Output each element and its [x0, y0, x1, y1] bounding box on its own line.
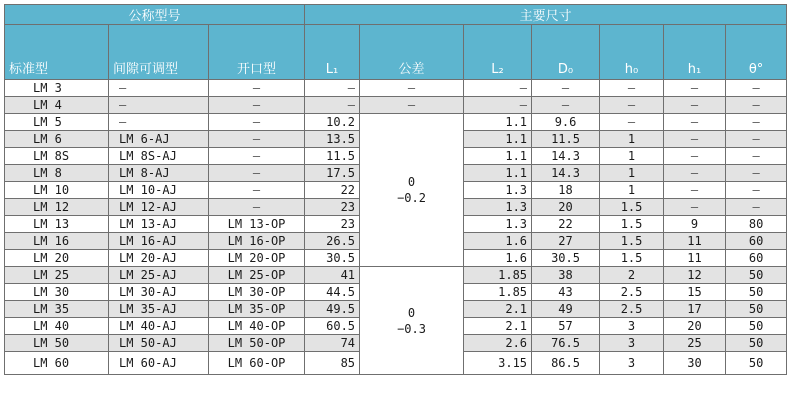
cell-std: LM 35 — [5, 301, 109, 318]
cell-L2: 1.85 — [464, 267, 532, 284]
cell-theta: 60 — [726, 250, 787, 267]
cell-theta: — — [726, 80, 787, 97]
header-main-dimensions: 主要尺寸 — [305, 5, 787, 25]
cell-L1: 10.2 — [305, 114, 360, 131]
cell-L2: 2.1 — [464, 318, 532, 335]
cell-L2: 1.1 — [464, 148, 532, 165]
cell-h1: — — [664, 165, 726, 182]
cell-L1: 41 — [305, 267, 360, 284]
spec-table — [4, 4, 787, 375]
cell-L1: 13.5 — [305, 131, 360, 148]
cell-L1: 11.5 — [305, 148, 360, 165]
cell-L1: — — [305, 97, 360, 114]
cell-theta: — — [726, 131, 787, 148]
cell-std: LM 25 — [5, 267, 109, 284]
table-body — [5, 80, 787, 375]
cell-L2: 1.6 — [464, 233, 532, 250]
cell-L1: 49.5 — [305, 301, 360, 318]
cell-theta: — — [726, 165, 787, 182]
cell-h0: 1.5 — [600, 233, 664, 250]
cell-std: LM 6 — [5, 131, 109, 148]
cell-L1: 30.5 — [305, 250, 360, 267]
cell-L1: 23 — [305, 216, 360, 233]
cell-L1: 26.5 — [305, 233, 360, 250]
cell-theta: 50 — [726, 284, 787, 301]
cell-h0: 2.5 — [600, 284, 664, 301]
table-row — [5, 80, 787, 97]
cell-theta: 50 — [726, 318, 787, 335]
tolerance-upper: 0 — [407, 305, 416, 320]
cell-adj: LM 13-AJ — [109, 216, 209, 233]
col-h1: h₁ — [664, 25, 726, 80]
cell-std: LM 50 — [5, 335, 109, 352]
cell-h0: 1.5 — [600, 216, 664, 233]
cell-h0: 1 — [600, 131, 664, 148]
cell-open: LM 13-OP — [209, 216, 305, 233]
cell-h1: 20 — [664, 318, 726, 335]
cell-D0: 14.3 — [532, 165, 600, 182]
cell-L1: 60.5 — [305, 318, 360, 335]
cell-adj: — — [109, 97, 209, 114]
cell-L2: 1.6 — [464, 250, 532, 267]
cell-open: LM 20-OP — [209, 250, 305, 267]
cell-h1: — — [664, 80, 726, 97]
cell-std: LM 16 — [5, 233, 109, 250]
cell-D0: 22 — [532, 216, 600, 233]
cell-theta: 80 — [726, 216, 787, 233]
cell-h0: 3 — [600, 335, 664, 352]
cell-h0: — — [600, 80, 664, 97]
cell-L1: 74 — [305, 335, 360, 352]
cell-L2: 2.1 — [464, 301, 532, 318]
cell-L2: 1.3 — [464, 216, 532, 233]
cell-open: LM 35-OP — [209, 301, 305, 318]
cell-L2: — — [464, 80, 532, 97]
cell-L1: 22 — [305, 182, 360, 199]
cell-h1: — — [664, 148, 726, 165]
cell-D0: 86.5 — [532, 352, 600, 375]
cell-std: LM 8S — [5, 148, 109, 165]
cell-L2: 1.85 — [464, 284, 532, 301]
cell-D0: 49 — [532, 301, 600, 318]
cell-h0: 1.5 — [600, 199, 664, 216]
cell-h1: 12 — [664, 267, 726, 284]
cell-adj: LM 35-AJ — [109, 301, 209, 318]
cell-h1: 15 — [664, 284, 726, 301]
cell-D0: 14.3 — [532, 148, 600, 165]
cell-std: LM 4 — [5, 97, 109, 114]
cell-std: LM 8 — [5, 165, 109, 182]
cell-h1: — — [664, 114, 726, 131]
cell-std: LM 13 — [5, 216, 109, 233]
cell-D0: 30.5 — [532, 250, 600, 267]
col-L1: L₁ — [305, 25, 360, 80]
cell-L1: 85 — [305, 352, 360, 375]
cell-theta: — — [726, 97, 787, 114]
cell-std: LM 10 — [5, 182, 109, 199]
cell-open: — — [209, 148, 305, 165]
cell-adj: LM 8S-AJ — [109, 148, 209, 165]
cell-h0: — — [600, 114, 664, 131]
cell-adj: LM 20-AJ — [109, 250, 209, 267]
cell-h1: — — [664, 97, 726, 114]
col-theta: θ° — [726, 25, 787, 80]
cell-L2: 1.3 — [464, 199, 532, 216]
cell-D0: — — [532, 80, 600, 97]
cell-std: LM 60 — [5, 352, 109, 375]
cell-D0: 43 — [532, 284, 600, 301]
cell-adj: — — [109, 80, 209, 97]
cell-h0: 1 — [600, 165, 664, 182]
cell-h1: — — [664, 131, 726, 148]
cell-L2: — — [464, 97, 532, 114]
cell-std: LM 5 — [5, 114, 109, 131]
col-D0: D₀ — [532, 25, 600, 80]
cell-open: LM 60-OP — [209, 352, 305, 375]
cell-D0: — — [532, 97, 600, 114]
cell-L2: 1.1 — [464, 114, 532, 131]
cell-adj: LM 8-AJ — [109, 165, 209, 182]
col-L2: L₂ — [464, 25, 532, 80]
cell-h1: 11 — [664, 250, 726, 267]
cell-h1: 25 — [664, 335, 726, 352]
cell-open: LM 16-OP — [209, 233, 305, 250]
cell-h1: 17 — [664, 301, 726, 318]
table-row — [5, 267, 787, 284]
cell-L2: 3.15 — [464, 352, 532, 375]
cell-D0: 57 — [532, 318, 600, 335]
col-open: 开口型 — [209, 25, 305, 80]
cell-adj: LM 60-AJ — [109, 352, 209, 375]
tolerance-cell: — — [360, 80, 464, 97]
cell-adj: LM 25-AJ — [109, 267, 209, 284]
cell-L2: 1.1 — [464, 131, 532, 148]
cell-theta: 50 — [726, 301, 787, 318]
cell-open: LM 40-OP — [209, 318, 305, 335]
cell-open: LM 25-OP — [209, 267, 305, 284]
cell-h1: — — [664, 199, 726, 216]
cell-open: — — [209, 165, 305, 182]
header-nominal-model: 公称型号 — [5, 5, 305, 25]
cell-h0: 1.5 — [600, 250, 664, 267]
cell-h0: 3 — [600, 352, 664, 375]
cell-L2: 2.6 — [464, 335, 532, 352]
cell-h0: — — [600, 97, 664, 114]
tolerance-cell — [360, 114, 464, 267]
cell-open: LM 30-OP — [209, 284, 305, 301]
cell-open: — — [209, 131, 305, 148]
cell-theta: — — [726, 148, 787, 165]
cell-h0: 2.5 — [600, 301, 664, 318]
cell-h0: 2 — [600, 267, 664, 284]
cell-theta: 50 — [726, 352, 787, 375]
cell-D0: 11.5 — [532, 131, 600, 148]
col-adjustable: 间隙可调型 — [109, 25, 209, 80]
col-h0: h₀ — [600, 25, 664, 80]
cell-std: LM 12 — [5, 199, 109, 216]
cell-L1: — — [305, 80, 360, 97]
cell-theta: — — [726, 182, 787, 199]
table-row — [5, 114, 787, 131]
cell-adj: — — [109, 114, 209, 131]
tolerance-cell — [360, 267, 464, 375]
cell-h1: 11 — [664, 233, 726, 250]
cell-open: — — [209, 182, 305, 199]
cell-open: — — [209, 199, 305, 216]
cell-adj: LM 50-AJ — [109, 335, 209, 352]
cell-L1: 44.5 — [305, 284, 360, 301]
cell-theta: — — [726, 114, 787, 131]
cell-adj: LM 30-AJ — [109, 284, 209, 301]
cell-L2: 1.3 — [464, 182, 532, 199]
cell-L1: 17.5 — [305, 165, 360, 182]
cell-theta: 50 — [726, 335, 787, 352]
cell-adj: LM 10-AJ — [109, 182, 209, 199]
tolerance-cell: — — [360, 97, 464, 114]
tolerance-upper: 0 — [407, 175, 416, 189]
cell-D0: 18 — [532, 182, 600, 199]
cell-open: — — [209, 97, 305, 114]
cell-open: — — [209, 114, 305, 131]
cell-h1: 30 — [664, 352, 726, 375]
cell-std: LM 20 — [5, 250, 109, 267]
cell-adj: LM 16-AJ — [109, 233, 209, 250]
cell-L1: 23 — [305, 199, 360, 216]
tolerance-lower: −0.2 — [397, 191, 426, 205]
cell-D0: 76.5 — [532, 335, 600, 352]
cell-adj: LM 12-AJ — [109, 199, 209, 216]
cell-D0: 9.6 — [532, 114, 600, 131]
cell-h0: 3 — [600, 318, 664, 335]
cell-std: LM 40 — [5, 318, 109, 335]
cell-L2: 1.1 — [464, 165, 532, 182]
col-tolerance: 公差 — [360, 25, 464, 80]
cell-D0: 20 — [532, 199, 600, 216]
cell-std: LM 3 — [5, 80, 109, 97]
cell-adj: LM 6-AJ — [109, 131, 209, 148]
cell-D0: 27 — [532, 233, 600, 250]
cell-h0: 1 — [600, 148, 664, 165]
cell-h1: 9 — [664, 216, 726, 233]
cell-adj: LM 40-AJ — [109, 318, 209, 335]
col-standard: 标准型 — [5, 25, 109, 80]
cell-open: — — [209, 80, 305, 97]
cell-open: LM 50-OP — [209, 335, 305, 352]
cell-std: LM 30 — [5, 284, 109, 301]
cell-theta: 50 — [726, 267, 787, 284]
tolerance-lower: −0.3 — [397, 321, 426, 336]
cell-h1: — — [664, 182, 726, 199]
cell-D0: 38 — [532, 267, 600, 284]
cell-theta: 60 — [726, 233, 787, 250]
cell-theta: — — [726, 199, 787, 216]
table-row — [5, 97, 787, 114]
cell-h0: 1 — [600, 182, 664, 199]
